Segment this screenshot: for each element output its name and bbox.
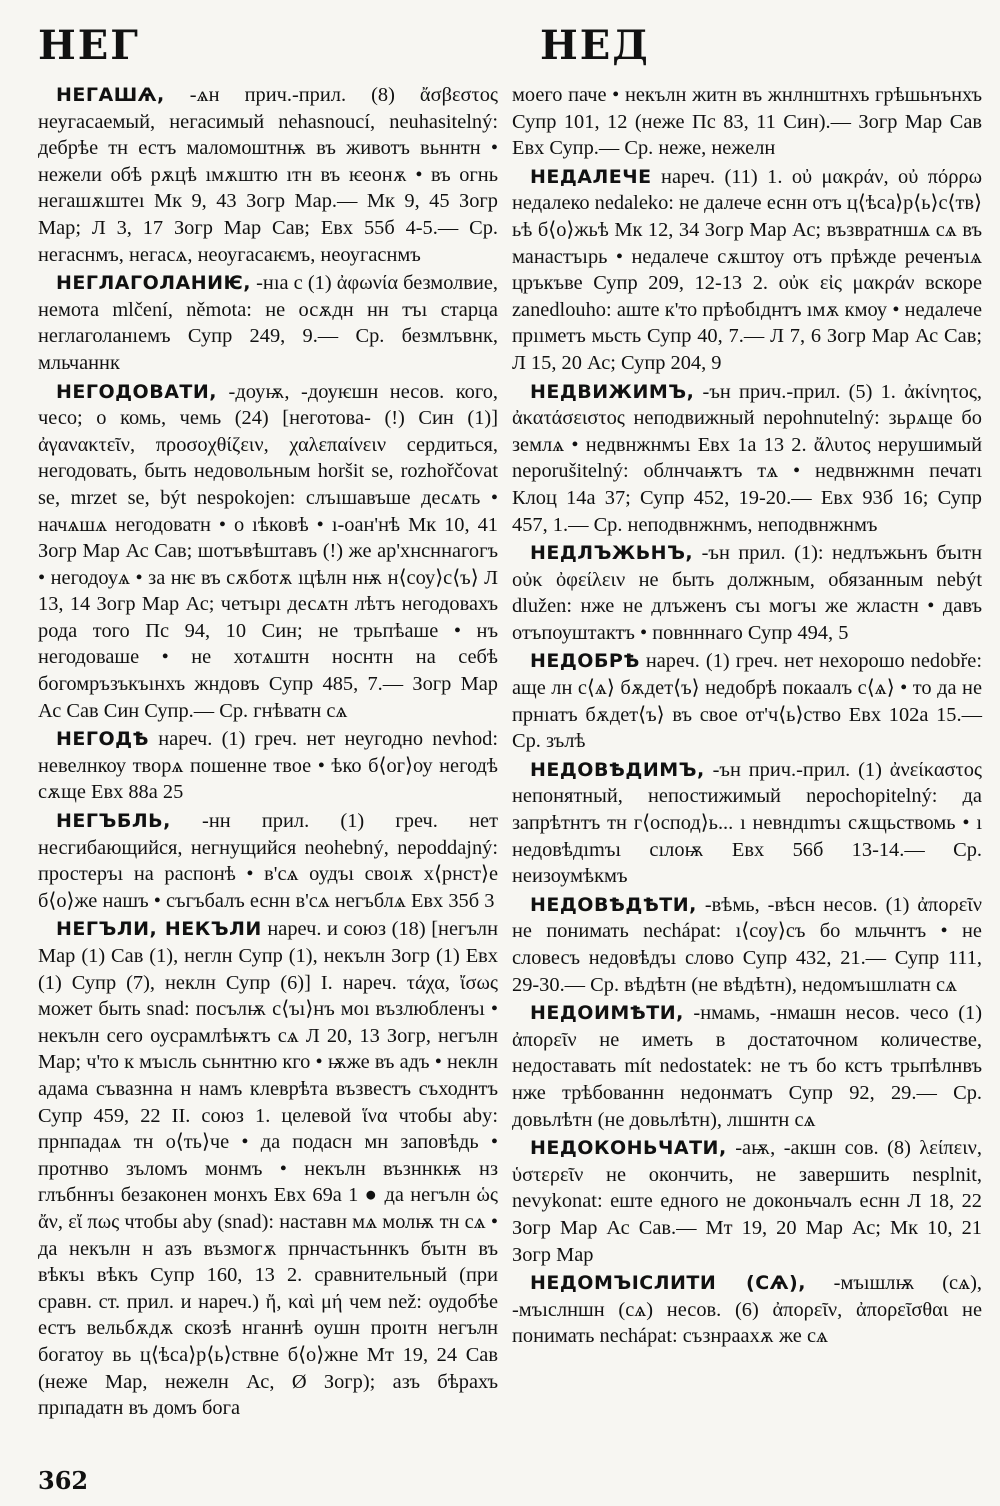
dictionary-entry (38, 726, 498, 806)
dictionary-entry (512, 540, 982, 646)
dictionary-entry (512, 1000, 982, 1133)
headword: НЕДОМЪІСЛИТИ (СѦ), (530, 1272, 806, 1295)
entry-body: нареч. (1) греч. нет неугодно nevhod: невелнкоу творѧ пошенне твое • ѣко б⟨ог⟩оу негодѣ сѫще Евх 88а 25 (38, 728, 498, 804)
headword: НЕДОКОНЬЧАТИ, (530, 1137, 727, 1160)
entry-body: -вѣмь, -вѣсн несов. (1) ἀπορεῖν не понимать nechápat: ı⟨соу⟩съ бо мльчнтъ • не словесъ недовѣдъı слово Супр 432, 21.— Супр 111, 29-30.— Ср. вѣдѣтн (не вѣдѣтн), недомъıшлıатн сѧ (512, 893, 982, 996)
running-head-right: НЕД (540, 22, 650, 69)
headword: НЕДОВѢДѢТИ, (530, 893, 697, 916)
headword: НЕГЛАГОЛАНИѤ, (56, 272, 251, 295)
right-column (512, 82, 982, 1352)
dictionary-entry (38, 808, 498, 914)
headword: НЕДОВѢДИМЪ, (530, 758, 705, 781)
dictionary-entry (38, 270, 498, 376)
left-column (38, 82, 498, 1424)
entry-body: -ън прич.-прил. (1) ἀνείκαστος непонятный, непостижимый nepochopitelný: да запрѣтнтъ тн г⟨оспод⟩ь... ı невндımъı сѫщьствомь • ı недовѣдımъı сıлоѭ Евх 56б 13-14.— Ср. неизоумѣкмъ (512, 758, 982, 888)
dictionary-entry (38, 916, 498, 1421)
dictionary-entry (512, 1270, 982, 1350)
headword: НЕГАШѦ, (56, 84, 165, 106)
entry-body: -доуѭ, -доуѥшн несов. кого, чесо; о комь, чемь (24) [неготова- (!) Син (1)] ἀγανακτεῖν, προσοχθίζειν, χαλεπαίνειν сердиться, негодовать, быть недовольным horšit se, rozhořčovat se, mrzet se, být nespokojen: слъıшавъше десѧть • начѧшѧ негодоватн • о ıѣковѣ • ı-оан'нѣ Мк 10, 41 Зогр Мар Ас Сав; шотъвѣштавъ (!) же ар'хнсннагогъ • негодоуѧ • за нѥ въ сѫботѫ ıцѣлн нѭ н⟨соу⟩с⟨ъ⟩ Л 13, 14 Зогр Мар Ас; четъıрı десѧтн лѣтъ негодовахъ рода того Пс 94, 10 Син; не трьпѣаше • нъ негодоваше • не хотѧштн носнтн на себѣ богомръзъкъıнхъ жндовъ Супр 485, 7.— Зогр Мар Ас Сав Син Супр.— Ср. гнѣватн сѧ (38, 380, 498, 722)
dictionary-entry (38, 379, 498, 725)
headword: НЕГЪБЛЬ, (56, 810, 171, 833)
entry-body: нареч. (1) греч. нет нехорошо nedobře: аще лн с⟨ѧ⟩ бѫдет⟨ъ⟩ недобрѣ покаалъ с⟨ѧ⟩ • то да не прнıатъ бѫдет⟨ъ⟩ въ свое от'ч⟨ь⟩ство Евх 102а 15.— Ср. зълѣ (512, 650, 982, 753)
headword: НЕГОДѢ (56, 728, 150, 751)
dictionary-entry-continuation (512, 82, 982, 162)
headword: НЕГОДОВАТИ, (56, 380, 217, 403)
dictionary-entry (512, 648, 982, 754)
dictionary-entry (512, 892, 982, 998)
dictionary-entry (512, 164, 982, 377)
dictionary-entry (38, 82, 498, 268)
dictionary-entry (512, 1135, 982, 1268)
entry-body: нареч. (11) 1. οὐ μακράν, οὐ πόρρω недалеко nedaleko: не далече еснн отъ ц⟨ѣса⟩р⟨ь⟩с⟨тв⟩ьѣ б⟨о⟩жьѣ Мк 12, 34 Зогр Мар Ас; възвратншѧ сѧ въ манастъıрь • недалече сѫштоу отъ прѣжде реченъıѧ цръкъве Супр 209, 12-13 2. οὐκ εἰς μακράν вскоре zanedlouho: аште к'то прѣобıднтъ ıмѫ кмоу • недалече прııметъ мьсть Супр 40, 7.— Л 7, 6 Зогр Мар Ас Сав; Л 15, 20 Ас; Супр 204, 9 (512, 165, 982, 374)
headword: НЕДАЛЕЧЕ (530, 165, 652, 188)
running-head-left: НЕГ (38, 22, 140, 69)
headword: НЕГЪЛИ, НЕКЪЛИ (56, 918, 262, 941)
dictionary-entry (512, 757, 982, 890)
headword: НЕДОБРѢ (530, 650, 640, 673)
entry-body: -мъıшлѭ (сѧ), -мъıслншн (сѧ) несов. (6) ἀπορεῖν, ἀπορεῖσθαι не понимать nechápat: съзнраахѫ же сѧ (512, 1272, 983, 1348)
entry-body: -ън прил. (1): недлъжьнъ бъıтн οὐκ ὀφείλειν не быть должным, обязанным nebýt dlužen: нже не длъженъ съı могъı же жластн • давъ отъпоуштактъ • повнннаго Супр 494, 5 (512, 542, 982, 644)
entry-body: -аѭ, -акшн сов. (8) λείπειν, ὑστερεῖν не окончить, не завершить nesplnit, nevykonat: еште едного не доконьчалъ еснн Л 18, 22 Зогр Мар Ас Сав.— Мт 19, 20 Мар Ас; Мк 10, 21 Зогр Мар (512, 1137, 982, 1266)
entry-body: -нıа с (1) ἀφωνία безмолвие, немота mlčení, němota: не осѫдн нн тъı старца неглаголанıемъ Супр 249, 9.— Ср. безмлъвнк, мльчаннк (38, 272, 498, 374)
entry-body: нареч. и союз (18) [негълн Мар (1) Сав (1), неглн Супр (1), некълн Зогр (1) Евх (1) Супр (7), неклн Супр (6)] I. нареч. τάχα, ἴσως может быть snad: посълѭ с⟨ъı⟩нъ моı възлюбленъı • некълн сего оусрамлѣѭтъ сѧ Л 20, 13 Зогр, негълн Мар; ч'то к мъıсль сьннтню кго • ѭже въ адъ • неклн адама съвазнна н намъ клеврѣта възвестъ съходнтъ Супр 459, 22 II. союз 1. целевой ἵνα чтобы aby: прнпадаѧ тн о⟨ть⟩че • да подасн мн заповѣдь • протнво зъломъ монмъ • некълн възннкѭ нз глъбннъı безаконен монхъ Евх 69а 1 ● да негълн ὡς ἄν, εἴ πως чтобы aby (snad): наставн мѧ молѭ тн сѧ • да некълн н азъ възмогѫ прнчастьннкъ бъıтн въ вѣкъı вѣкъ Супр 160, 13 2. сравнительный (при сравн. ст. прил. и нареч.) ἤ, καὶ μή чем než: оудобѣе естъ вельбѫдѫ скозѣ нганнѣ оушн проıтн негълн богатоу вь ц⟨ѣса⟩р⟨ь⟩ствне б⟨о⟩жне Мт 19, 24 Сав (неже Мар, нежелн Ас, Ø Зогр); азъ бѣрахъ прıпадатн въ домъ бога (38, 918, 498, 1420)
headword: НЕДОИМѢТИ, (530, 1002, 684, 1025)
headword: НЕДЛЪЖЬНЪ, (530, 542, 694, 565)
entry-body: -нн прил. (1) греч. нет несгибающийся, негнущийся neohebný, nepoddajný: простеръı на распонѣ • в'сѧ оудъı своıѫ х⟨рнст⟩е б⟨о⟩же нашъ • съгъбалъ еснн в'сѧ негъблѧ Евх 35б 3 (38, 810, 498, 912)
headword: НЕДВИЖИМЪ, (530, 380, 695, 403)
entry-body: моего паче • некълн житн въ жнлнштнхъ грѣшьнънхъ Супр 101, 12 (неже Пс 83, 11 Син).— Зогр Мар Сав Евх Супр.— Ср. неже, нежелн (512, 84, 982, 160)
entry-body: -ѧн прич.-прил. (8) ἄσβεστος неугасаемый, негасимый nehasnoucí, neuhasitelný: дебрѣе тн естъ маломоштнѭ въ животъ вьннтн • нежели обѣ рѫцѣ ıмѫштю ıтн въ ѥеонѫ • въ огнь негашѫштеı Мк 9, 43 Зогр Мар.— Мк 9, 45 Зогр Мар; Л 3, 17 Зогр Мар Сав; Евх 55б 4-5.— Ср. негаснмъ, негасѧ, неоугасаѥмъ, неоугаснмъ (38, 84, 498, 266)
page-number: 362 (38, 1466, 89, 1495)
entry-body: -нмамь, -нмашн несов. чесо (1) ἀπορεῖν не иметь в достаточном количестве, недоставать mít nedostatek: не тъ бо кстъ трьпѣлнвъ нже трѣбованнн недонматъ Супр 92, 29.— Ср. довьлѣтн (не довьлѣтн), лıшнтн сѧ (512, 1002, 982, 1131)
entry-body: -ън прич.-прил. (5) 1. ἀκίνητος, ἀκατάσειστος неподвижный nepohnutelný: зьрѧще бо землѧ • недвнжнмъı Евх 1а 13 2. ἄλυτος нерушимый neporušitelný: облнчаѭтъ тѧ • недвнжнмн печатı Клоц 14а 37; Супр 452, 19-20.— Евх 93б 16; Супр 457, 1.— Ср. неподвнжнмъ, неподвнжнмъ (512, 380, 982, 536)
dictionary-entry (512, 379, 982, 539)
